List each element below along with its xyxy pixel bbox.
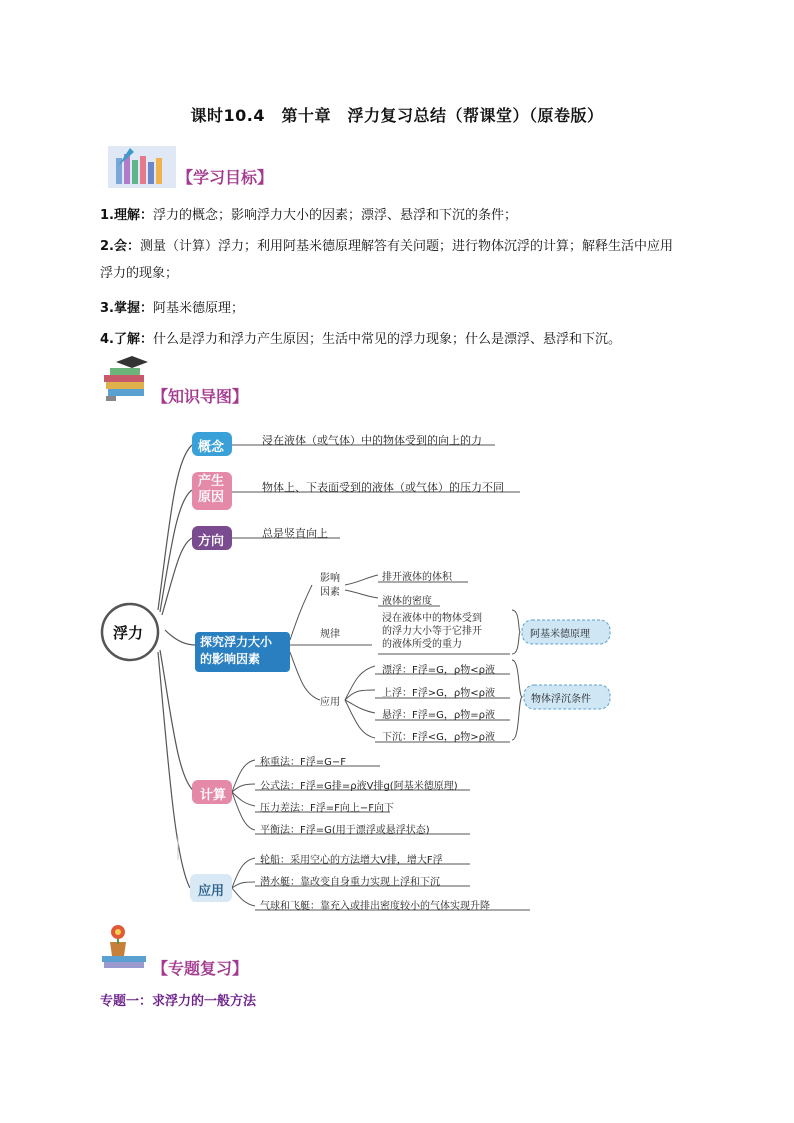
section-title-objectives: 【学习目标】: [177, 168, 274, 187]
apply-sink: 下沉：F浮<G，ρ物>ρ液: [382, 732, 495, 743]
calc-formula: 公式法：F浮=G排=ρ液V排g(阿基米德原理): [260, 781, 458, 792]
node-direction: 方向: [198, 534, 225, 549]
objective-1: 1.理解：浮力的概念；影响浮力大小的因素；漂浮、悬浮和下沉的条件；: [100, 208, 517, 223]
calc-balance: 平衡法：F浮=G(用于漂浮或悬浮状态): [260, 825, 430, 836]
node-calc: 计算: [200, 788, 227, 803]
explore-factors-label: 影响 因素: [320, 573, 340, 598]
use-ship: 轮船：采用空心的方法增大V排，增大F浮: [260, 855, 443, 866]
apply-float: 漂浮：F浮=G，ρ物<ρ液: [382, 665, 495, 676]
factor-volume: 排开液体的体积: [382, 572, 452, 583]
direction-text: 总是竖直向上: [262, 527, 328, 540]
objective-3: 3.掌握：阿基米德原理；: [100, 301, 244, 316]
node-cause: 产生 原因: [198, 474, 225, 505]
objective-2-cont: 浮力的现象；: [100, 266, 179, 281]
apply-suspend: 悬浮：F浮=G，ρ物=ρ液: [382, 710, 495, 721]
rule-text: 浸在液体中的物体受到 的浮力大小等于它排开 的液体所受的重力: [382, 613, 482, 650]
node-explore: 探究浮力大小 的影响因素: [200, 635, 273, 666]
flowerpot-icon: [100, 922, 152, 974]
calc-weighing: 称重法：F浮=G−F: [260, 757, 347, 768]
explore-rule-label: 规律: [320, 629, 340, 640]
use-submarine: 潜水艇：靠改变自身重力实现上浮和下沉: [260, 877, 440, 888]
objective-4: 4.了解：什么是浮力和浮力产生原因；生活中常见的浮力现象；什么是漂浮、悬浮和下沉。: [100, 332, 621, 347]
section-title-review: 【专题复习】: [152, 959, 249, 978]
rule-tag: 阿基米德原理: [530, 629, 590, 640]
node-use: 应用: [198, 884, 225, 899]
apply-rise: 上浮：F浮>G，ρ物<ρ液: [382, 688, 495, 699]
factor-density: 液体的密度: [382, 596, 432, 607]
objective-2: 2.会：测量（计算）浮力；利用阿基米德原理解答有关问题；进行物体沉浮的计算；解释生活中应用: [100, 239, 673, 254]
section-title-mindmap: 【知识导图】: [152, 387, 249, 406]
cause-text: 物体上、下表面受到的液体（或气体）的压力不同: [262, 481, 504, 494]
concept-text: 浸在液体（或气体）中的物体受到的向上的力: [262, 434, 482, 447]
calc-pressure: 压力差法：F浮=F向上−F向下: [260, 803, 395, 814]
mindmap-root: 浮力: [113, 624, 144, 642]
node-concept: 概念: [198, 440, 225, 455]
explore-apply-label: 应用: [320, 697, 340, 708]
use-balloon: 气球和飞艇：靠充入或排出密度较小的气体实现升降: [260, 901, 490, 912]
topic-1-heading: 专题一：求浮力的一般方法: [100, 994, 257, 1009]
page-title: 课时10.4 第十章 浮力复习总结（帮课堂）（原卷版）: [190, 106, 604, 125]
apply-tag: 物体浮沉条件: [531, 694, 591, 705]
